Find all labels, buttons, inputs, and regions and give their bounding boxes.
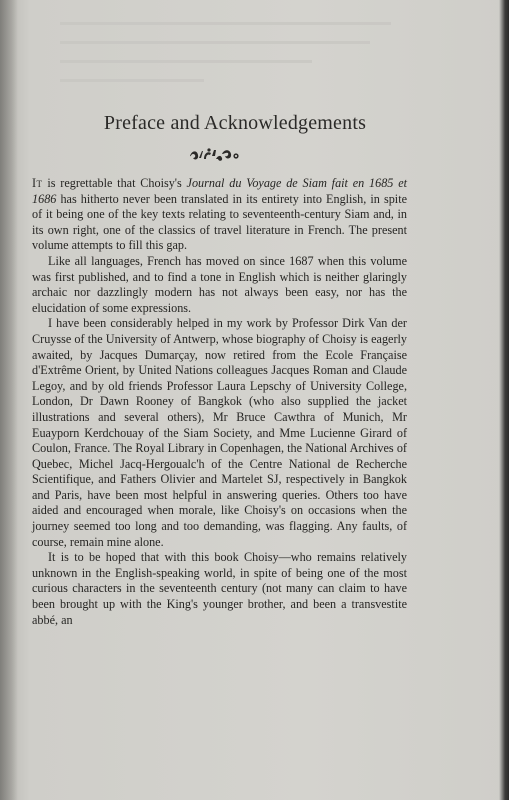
page-edge-shadow — [499, 0, 509, 800]
paragraph-1: It is regrettable that Choisy's Journal du Voyage de Siam fait en 1685 et 1686 has hitherto never been translated in its entirety into English, in spite of it being one of the key texts relating to seventeenth-century Siam and, in its own right, one of the classics of travel literature in French. The present volume attempts to fill this gap. — [32, 176, 407, 253]
floral-ornament-icon — [188, 146, 240, 164]
paragraph-3: I have been considerably helped in my work by Professor Dirk Van der Cruysse of the University of Antwerp, whose biography of Choisy is eagerly awaited, by Jacques Dumarçay, now retired from the Ecole Française d'Extrême Orient, by United Nations colleagues Jacques Roman and Claude Legoy, and by old friends Professor Laura Lepschy of University College, London, Dr Dawn Rooney of Bangkok (who also supplied the jacket illustrations and several others), Mr Bruce Cawthra of Munich, Mr Euayporn Kerdchouay of the Siam Society, and Mme Lucienne Girard of Coulon, France. The Royal Library in Copenhagen, the National Archives of Quebec, Michel Jacq-Hergoualc'h of the Centre National de Recherche Scientifique, and Fathers Olivier and Martelet SJ, respectively in Bangkok and Paris, have been most helpful in answering queries. Others too have aided and encouraged when morale, like Choisy's on occasions when the journey seemed too long and too demanding, was flagging. Any faults, of course, remain mine alone. — [32, 316, 407, 549]
book-title-italic: Journal du Voyage de Siam fait en 1685 et 1686 — [32, 176, 407, 206]
paragraph-2: Like all languages, French has moved on since 1687 when this volume was first published, and to find a tone in English which is neither glaringly archaic nor dazzlingly modern has not always been easy, nor has the elucidation of some expressions. — [32, 253, 407, 315]
book-spine-shadow — [0, 0, 18, 800]
body-text — [32, 176, 407, 628]
opening-word: It — [32, 176, 43, 190]
show-through-text — [60, 22, 420, 112]
page-title: Preface and Acknowledgements — [103, 112, 367, 134]
paragraph-4: It is to be hoped that with this book Choisy—who remains relatively unknown in the English-speaking world, in spite of being one of the most curious characters in the seventeenth century (not many can claim to have been brought up with the King's younger brother, and been a transvestite abbé, an — [32, 550, 407, 627]
